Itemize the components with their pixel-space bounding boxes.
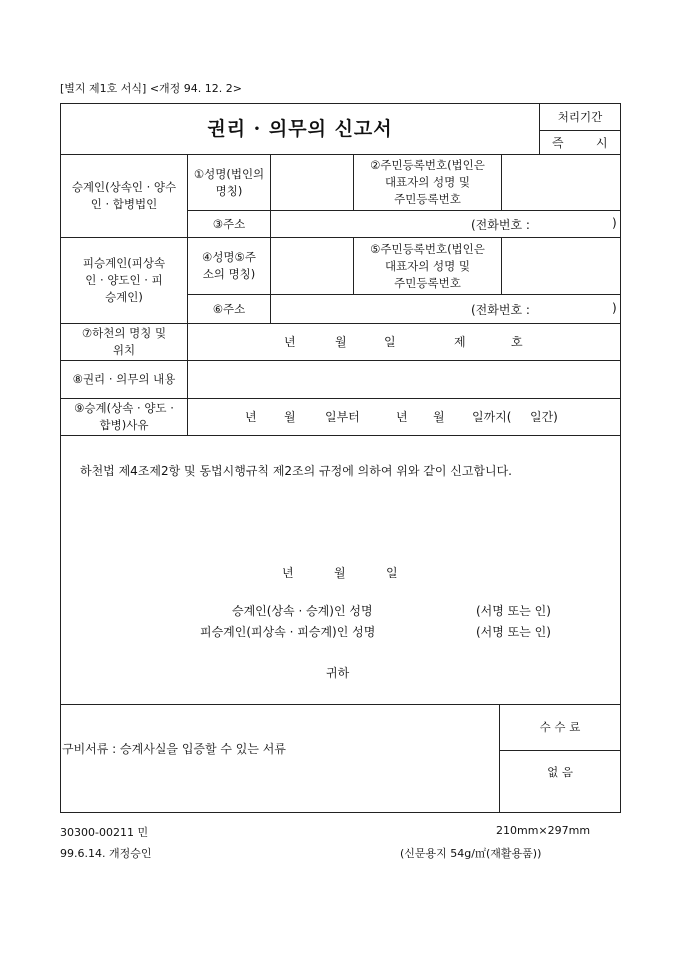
- processing-value-left: 즉: [552, 136, 564, 150]
- addressee: 귀하: [326, 666, 350, 680]
- processing-period-label: 처리기간: [557, 109, 603, 124]
- declaration-day: 일: [386, 566, 398, 580]
- predecessor-reg-label: ⑤주민등록번호(법인은 대표자의 성명 및 주민등록번호: [370, 241, 485, 290]
- succession-month-until: 월: [433, 410, 445, 424]
- river-month: 월: [335, 335, 347, 349]
- predecessor-phone-label: (전화번호 :: [471, 303, 530, 317]
- river-field[interactable]: [188, 324, 620, 360]
- succession-from: 일부터: [325, 410, 360, 424]
- form-title: 권리 · 의무의 신고서: [207, 117, 393, 140]
- form-code: 30300-00211 민: [60, 826, 149, 839]
- predecessor-label: 피승계인(피상속 인 · 양도인 · 피 승계인): [82, 256, 166, 304]
- processing-value-right: 시: [596, 136, 608, 150]
- successor-phone-label: (전화번호 :: [471, 218, 530, 232]
- declaration-year: 년: [282, 566, 294, 580]
- successor-signature-note: (서명 또는 인): [476, 604, 551, 618]
- rights-field[interactable]: [188, 361, 620, 398]
- required-documents: 구비서류 : 승계사실을 입증할 수 있는 서류: [62, 742, 286, 756]
- fee-value: 없 음: [547, 764, 573, 779]
- succession-period-field[interactable]: [188, 399, 620, 435]
- successor-phone-close: ): [612, 216, 617, 230]
- successor-address-label: ③주소: [212, 216, 246, 231]
- river-no: 제: [454, 335, 466, 349]
- declaration-month: 월: [334, 566, 346, 580]
- succession-days: 일간): [530, 410, 558, 424]
- rights-label: ⑧권리 · 의무의 내용: [72, 372, 176, 386]
- succession-year-from: 년: [245, 410, 257, 424]
- river-year: 년: [284, 335, 296, 349]
- river-day: 일: [384, 335, 396, 349]
- succession-label: ⑨승계(상속 · 양도 · 합병)사유: [74, 401, 174, 432]
- predecessor-name-field[interactable]: [271, 238, 353, 294]
- predecessor-address-field[interactable]: [271, 295, 620, 323]
- successor-name-label: ①성명(법인의 명칭): [193, 166, 265, 198]
- predecessor-reg-field[interactable]: [502, 238, 620, 294]
- form-label: [별지 제1호 서식] <개정 94. 12. 2>: [60, 82, 242, 95]
- succession-month-from: 월: [284, 410, 296, 424]
- successor-signature-label: 승계인(상속 · 승계)인 성명: [232, 604, 373, 618]
- predecessor-address-label: ⑥주소: [212, 301, 246, 316]
- approval-date: 99.6.14. 개정승인: [60, 847, 152, 860]
- successor-reg-label: ②주민등록번호(법인은 대표자의 성명 및 주민등록번호: [370, 158, 485, 206]
- river-ho: 호: [511, 335, 523, 349]
- successor-address-field[interactable]: [271, 211, 620, 237]
- river-label: ⑦하천의 명칭 및 위치: [81, 326, 167, 357]
- predecessor-phone-close: ): [612, 301, 617, 315]
- succession-until: 일까지(: [472, 410, 512, 424]
- fee-label: 수 수 료: [539, 720, 581, 734]
- predecessor-signature-note: (서명 또는 인): [476, 625, 551, 639]
- successor-name-field[interactable]: [271, 155, 353, 210]
- succession-year-until: 년: [396, 410, 408, 424]
- successor-reg-field[interactable]: [502, 155, 620, 210]
- predecessor-name-label: ④성명⑤주 소의 명칭): [202, 250, 256, 281]
- paper-type: (신문용지 54g/㎡(재활용품)): [400, 847, 542, 860]
- paper-size: 210mm×297mm: [496, 824, 591, 837]
- successor-label: 승계인(상속인 · 양수 인 · 합병법인: [71, 180, 177, 211]
- declaration-statement: 하천법 제4조제2항 및 동법시행규칙 제2조의 규정에 의하여 위와 같이 신고합니다.: [80, 464, 512, 478]
- predecessor-signature-label: 피승계인(피상속 · 피승계)인 성명: [200, 625, 376, 639]
